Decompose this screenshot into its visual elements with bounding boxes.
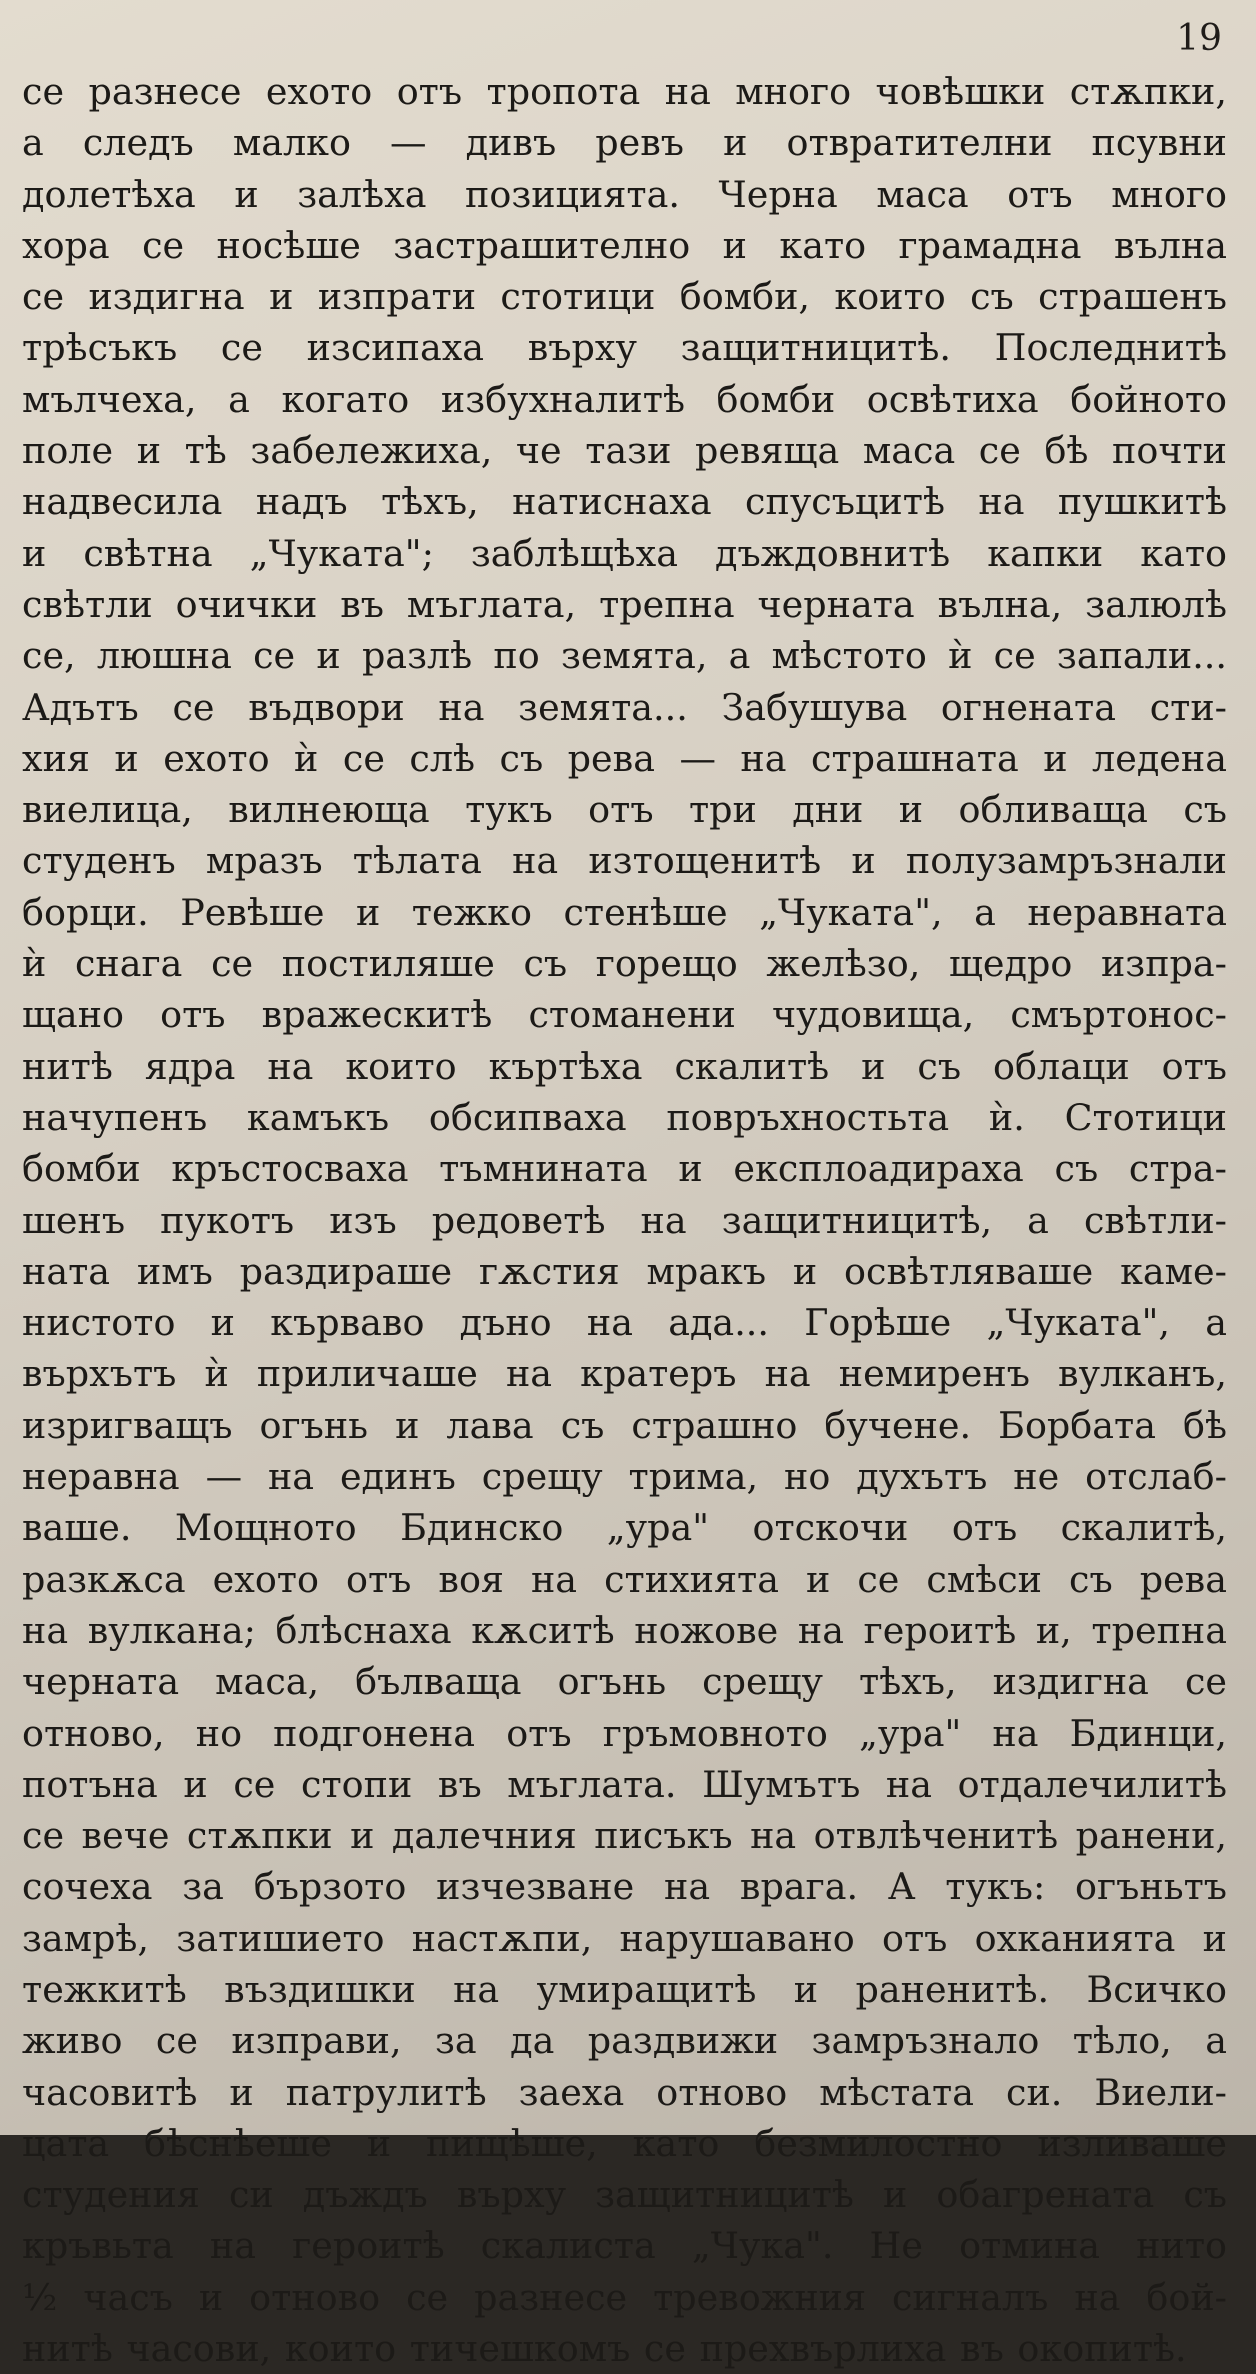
text-line: начупенъ камъкъ обсипваха повръхностьта ѝ. Стотици <box>22 1095 1227 1139</box>
text-line: замрѣ, затишието настѫпи, нарушавано отъ охканията и <box>22 1916 1227 1960</box>
text-line: шенъ пукотъ изъ редоветѣ на защитницитѣ, а свѣтли- <box>22 1198 1227 1242</box>
text-line: кръвьта на героитѣ скалиста „Чука". Не отмина нито <box>22 2224 1227 2268</box>
text-line: на вулкана; блѣснаха кѫситѣ ножове на героитѣ и, трепна <box>22 1608 1227 1652</box>
text-line: черната маса, бълваща огънь срещу тѣхъ, издигна се <box>22 1660 1227 1704</box>
body-text <box>22 66 1227 2374</box>
text-line: долетѣха и залѣха позицията. Черна маса отъ много <box>22 172 1227 216</box>
text-line: хия и ехото ѝ се слѣ съ рева — на страшната и ледена <box>22 736 1227 780</box>
text-line: а следъ малко — дивъ ревъ и отвратителни псувни <box>22 121 1227 165</box>
text-line: сочеха за бързото изчезване на врага. А тукъ: огъньтъ <box>22 1865 1227 1909</box>
text-line: бомби кръстосваха тъмнината и експлоадираха съ стра- <box>22 1147 1227 1191</box>
text-line: се издигна и изпрати стотици бомби, които съ страшенъ <box>22 275 1227 319</box>
text-line: ½ часъ и отново се разнесе тревожния сигналъ на бой- <box>22 2275 1227 2319</box>
text-line: неравна — на единъ срещу трима, но духътъ не отслаб- <box>22 1455 1227 1499</box>
text-line: студения си дъждъ върху защитницитѣ и обагрената съ <box>22 2173 1227 2217</box>
text-line: цата бѣснѣеше и пищѣше, като безмилостно изливаше <box>22 2121 1227 2165</box>
text-line: се, люшна се и разлѣ по земята, а мѣстото ѝ се запали... <box>22 634 1227 678</box>
text-line: и свѣтна „Чуката"; заблѣщѣха дъждовнитѣ капки като <box>22 531 1227 575</box>
text-line: надвесила надъ тѣхъ, натиснаха спусъцитѣ на пушкитѣ <box>22 480 1227 524</box>
text-line: ната имъ раздираше гѫстия мракъ и освѣтляваше каме- <box>22 1249 1227 1293</box>
text-line: се разнесе ехото отъ тропота на много човѣшки стѫпки, <box>22 70 1227 113</box>
text-line: върхътъ ѝ приличаше на кратеръ на немиренъ вулканъ, <box>22 1352 1227 1396</box>
text-line: отново, но подгонена отъ гръмовното „ура" на Бдинци, <box>22 1711 1227 1755</box>
text-line: Адътъ се въдвори на земята... Забушува огнената сти- <box>22 685 1227 729</box>
text-line: нитѣ часови, които тичешкомъ се прехвърлиха въ окопитѣ. <box>22 2327 1187 2371</box>
text-line: се вече стѫпки и далечния писъкъ на отвлѣченитѣ ранени, <box>22 1814 1227 1858</box>
text-line: нистото и кърваво дъно на ада... Горѣше „Чуката", а <box>22 1301 1227 1345</box>
text-line: ѝ снага се постиляше съ горещо желѣзо, щедро изпра- <box>22 942 1227 986</box>
text-line: хора се носѣше застрашително и като грамадна вълна <box>22 223 1227 267</box>
text-line: мълчеха, а когато избухналитѣ бомби освѣтиха бойното <box>22 377 1227 421</box>
text-line: разкѫса ехото отъ воя на стихията и се смѣси съ рева <box>22 1557 1227 1601</box>
text-line: трѣсъкъ се изсипаха върху защитницитѣ. Последнитѣ <box>22 326 1227 370</box>
text-line: изригващъ огънь и лава съ страшно бучене. Борбата бѣ <box>22 1403 1227 1447</box>
text-line: нитѣ ядра на които къртѣха скалитѣ и съ облаци отъ <box>22 1044 1227 1088</box>
page-number: 19 <box>1176 18 1222 59</box>
text-line: виелица, вилнеюща тукъ отъ три дни и обливаща съ <box>22 788 1227 832</box>
text-line: потъна и се стопи въ мъглата. Шумътъ на отдалечилитѣ <box>22 1762 1227 1806</box>
text-line: борци. Ревѣше и тежко стенѣше „Чуката", а неравната <box>22 890 1227 934</box>
text-line: живо се изправи, за да раздвижи замръзнало тѣло, а <box>22 2019 1227 2063</box>
text-line: тежкитѣ въздишки на умиращитѣ и раненитѣ. Всичко <box>22 1967 1227 2011</box>
text-line: свѣтли очички въ мъглата, трепна черната вълна, залюлѣ <box>22 582 1227 626</box>
text-line: поле и тѣ забележиха, че тази ревяща маса се бѣ почти <box>22 429 1227 473</box>
text-line: студенъ мразъ тѣлата на изтощенитѣ и полузамръзнали <box>22 839 1227 883</box>
text-line: ваше. Мощното Бдинско „ура" отскочи отъ скалитѣ, <box>22 1506 1227 1550</box>
text-line: часовитѣ и патрулитѣ заеха отново мѣстата си. Виели- <box>22 2070 1227 2114</box>
text-line: щано отъ вражескитѣ стоманени чудовища, смъртонос- <box>22 993 1227 1037</box>
